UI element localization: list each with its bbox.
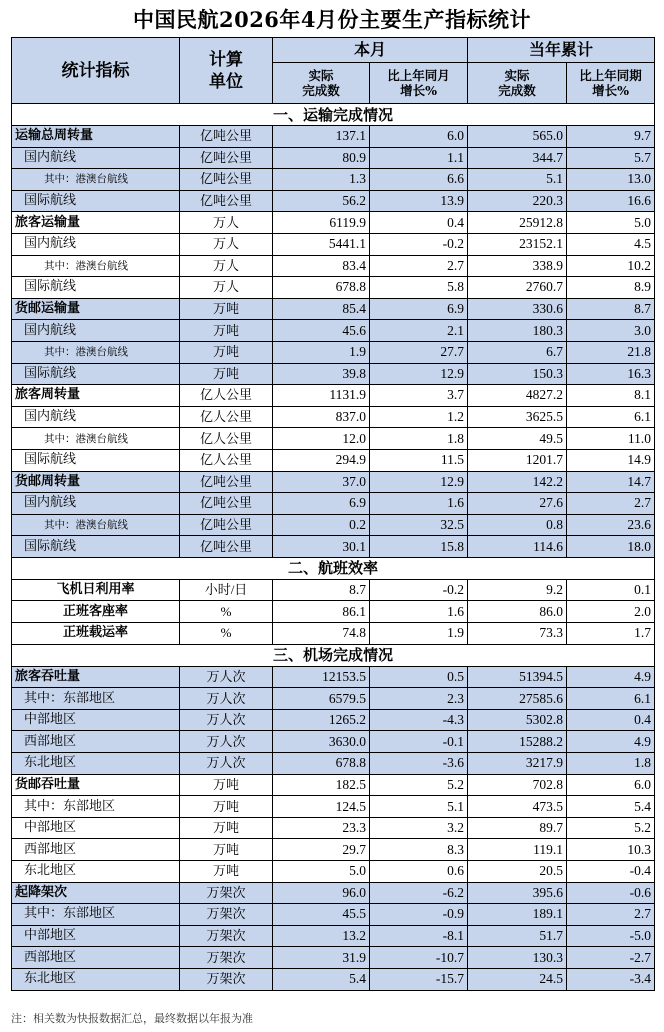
row-unit: 亿吨公里 bbox=[180, 471, 273, 493]
table-row bbox=[12, 212, 655, 234]
header-unit-line1: 计算 bbox=[209, 49, 243, 70]
row-month-growth: 0.4 bbox=[370, 212, 468, 234]
row-month-growth: 1.1 bbox=[370, 147, 468, 169]
row-month-growth: 12.9 bbox=[370, 363, 468, 385]
row-unit: 万人次 bbox=[180, 666, 273, 688]
row-month-growth: -0.9 bbox=[370, 904, 468, 926]
row-ytd-actual: 150.3 bbox=[468, 363, 567, 385]
row-month-growth: 0.5 bbox=[370, 666, 468, 688]
row-month-growth: -10.7 bbox=[370, 947, 468, 969]
header-unit-line2: 单位 bbox=[209, 71, 243, 92]
page-title: 中国民航2026年4月份主要生产指标统计 bbox=[132, 7, 532, 32]
row-month-growth: -8.1 bbox=[370, 925, 468, 947]
row-unit: 亿人公里 bbox=[180, 449, 273, 471]
row-indicator: 正班载运率 bbox=[12, 623, 180, 645]
row-ytd-growth: 6.1 bbox=[567, 406, 655, 428]
row-month-actual: 124.5 bbox=[273, 796, 370, 818]
row-ytd-actual: 0.8 bbox=[468, 514, 567, 536]
table-row bbox=[12, 493, 655, 515]
table-row bbox=[12, 363, 655, 385]
row-month-actual: 6.9 bbox=[273, 493, 370, 515]
row-ytd-growth: -0.4 bbox=[567, 861, 655, 883]
row-ytd-actual: 189.1 bbox=[468, 904, 567, 926]
row-unit: 亿吨公里 bbox=[180, 190, 273, 212]
row-month-growth: -0.2 bbox=[370, 233, 468, 255]
row-ytd-growth: 16.3 bbox=[567, 363, 655, 385]
row-ytd-actual: 130.3 bbox=[468, 947, 567, 969]
row-month-actual: 6579.5 bbox=[273, 688, 370, 710]
row-month-growth: 8.3 bbox=[370, 839, 468, 861]
row-indicator: 西部地区 bbox=[12, 947, 180, 969]
row-indicator: 旅客吞吐量 bbox=[12, 666, 180, 688]
row-month-growth: 15.8 bbox=[370, 536, 468, 558]
row-unit: 亿吨公里 bbox=[180, 536, 273, 558]
row-month-actual: 31.9 bbox=[273, 947, 370, 969]
row-ytd-growth: 2.7 bbox=[567, 493, 655, 515]
row-month-growth: 5.8 bbox=[370, 277, 468, 299]
table-row bbox=[12, 601, 655, 623]
row-indicator: 中部地区 bbox=[12, 925, 180, 947]
row-ytd-growth: -5.0 bbox=[567, 925, 655, 947]
table-row bbox=[12, 817, 655, 839]
row-month-actual: 678.8 bbox=[273, 277, 370, 299]
row-month-growth: 12.9 bbox=[370, 471, 468, 493]
row-indicator: 其中：东部地区 bbox=[12, 796, 180, 818]
row-ytd-actual: 86.0 bbox=[468, 601, 567, 623]
section-title: 二、航班效率 bbox=[12, 557, 655, 579]
row-ytd-growth: 9.7 bbox=[567, 126, 655, 148]
row-month-actual: 8.7 bbox=[273, 579, 370, 601]
row-ytd-growth: 1.7 bbox=[567, 623, 655, 645]
row-month-growth: 2.3 bbox=[370, 688, 468, 710]
table-row bbox=[12, 298, 655, 320]
row-indicator: 货邮吞吐量 bbox=[12, 774, 180, 796]
row-month-actual: 678.8 bbox=[273, 753, 370, 775]
row-ytd-actual: 1201.7 bbox=[468, 449, 567, 471]
row-indicator: 国内航线 bbox=[12, 406, 180, 428]
row-month-growth: 6.6 bbox=[370, 169, 468, 191]
row-month-growth: 0.6 bbox=[370, 861, 468, 883]
row-indicator: 中部地区 bbox=[12, 817, 180, 839]
stats-table bbox=[11, 37, 655, 991]
row-ytd-actual: 119.1 bbox=[468, 839, 567, 861]
row-ytd-actual: 220.3 bbox=[468, 190, 567, 212]
row-month-growth: 6.9 bbox=[370, 298, 468, 320]
row-ytd-growth: 1.8 bbox=[567, 753, 655, 775]
table-row bbox=[12, 774, 655, 796]
row-month-growth: -3.6 bbox=[370, 753, 468, 775]
row-ytd-growth: 5.7 bbox=[567, 147, 655, 169]
row-unit: 万吨 bbox=[180, 817, 273, 839]
row-unit: 亿人公里 bbox=[180, 385, 273, 407]
section-header-row bbox=[12, 557, 655, 579]
row-month-actual: 85.4 bbox=[273, 298, 370, 320]
table-row bbox=[12, 731, 655, 753]
row-month-growth: 32.5 bbox=[370, 514, 468, 536]
row-ytd-actual: 3625.5 bbox=[468, 406, 567, 428]
row-ytd-growth: 8.1 bbox=[567, 385, 655, 407]
row-indicator: 旅客运输量 bbox=[12, 212, 180, 234]
row-unit: 万人 bbox=[180, 212, 273, 234]
row-month-actual: 86.1 bbox=[273, 601, 370, 623]
row-unit: 万架次 bbox=[180, 882, 273, 904]
footnote: 注：相关数为快报数据汇总，最终数据以年报为准 bbox=[11, 1012, 253, 1025]
row-indicator: 国内航线 bbox=[12, 320, 180, 342]
row-indicator: 国际航线 bbox=[12, 449, 180, 471]
row-unit: 万架次 bbox=[180, 925, 273, 947]
row-month-growth: 2.7 bbox=[370, 255, 468, 277]
row-month-growth: 5.2 bbox=[370, 774, 468, 796]
row-unit: 万架次 bbox=[180, 947, 273, 969]
table-row bbox=[12, 169, 655, 191]
row-month-actual: 13.2 bbox=[273, 925, 370, 947]
row-ytd-growth: 6.1 bbox=[567, 688, 655, 710]
row-ytd-growth: 10.2 bbox=[567, 255, 655, 277]
row-ytd-actual: 180.3 bbox=[468, 320, 567, 342]
row-ytd-growth: 13.0 bbox=[567, 169, 655, 191]
row-ytd-actual: 51394.5 bbox=[468, 666, 567, 688]
table-row bbox=[12, 277, 655, 299]
table-row bbox=[12, 688, 655, 710]
row-ytd-actual: 565.0 bbox=[468, 126, 567, 148]
row-unit: 万吨 bbox=[180, 320, 273, 342]
row-indicator: 其中：港澳台航线 bbox=[12, 428, 180, 450]
row-unit: 亿吨公里 bbox=[180, 514, 273, 536]
row-ytd-actual: 25912.8 bbox=[468, 212, 567, 234]
row-ytd-actual: 9.2 bbox=[468, 579, 567, 601]
table-row bbox=[12, 925, 655, 947]
row-month-growth: 27.7 bbox=[370, 341, 468, 363]
table-row bbox=[12, 753, 655, 775]
table-row bbox=[12, 536, 655, 558]
row-month-actual: 0.2 bbox=[273, 514, 370, 536]
row-unit: 亿人公里 bbox=[180, 406, 273, 428]
row-unit: 万人 bbox=[180, 255, 273, 277]
row-ytd-actual: 73.3 bbox=[468, 623, 567, 645]
header-indicator: 统计指标 bbox=[12, 38, 180, 104]
header-month-actual-line1: 实际 bbox=[308, 68, 334, 83]
row-indicator: 其中：东部地区 bbox=[12, 904, 180, 926]
row-ytd-growth: -0.6 bbox=[567, 882, 655, 904]
row-ytd-actual: 142.2 bbox=[468, 471, 567, 493]
row-ytd-growth: 2.0 bbox=[567, 601, 655, 623]
table-row bbox=[12, 406, 655, 428]
row-ytd-actual: 20.5 bbox=[468, 861, 567, 883]
row-ytd-growth: 4.9 bbox=[567, 666, 655, 688]
header-month-growth bbox=[370, 63, 468, 104]
table-row bbox=[12, 947, 655, 969]
row-month-growth: 6.0 bbox=[370, 126, 468, 148]
table-row bbox=[12, 233, 655, 255]
row-unit: 亿吨公里 bbox=[180, 147, 273, 169]
header-ytd-growth-line1: 比上年同期 bbox=[579, 68, 642, 83]
row-month-actual: 1131.9 bbox=[273, 385, 370, 407]
row-month-actual: 182.5 bbox=[273, 774, 370, 796]
row-month-growth: -6.2 bbox=[370, 882, 468, 904]
row-month-actual: 5.0 bbox=[273, 861, 370, 883]
row-month-growth: 11.5 bbox=[370, 449, 468, 471]
header-ytd-actual-line2: 完成数 bbox=[498, 83, 536, 98]
row-unit: 万吨 bbox=[180, 839, 273, 861]
row-ytd-actual: 6.7 bbox=[468, 341, 567, 363]
row-unit: 亿吨公里 bbox=[180, 126, 273, 148]
section-title: 一、运输完成情况 bbox=[12, 104, 655, 126]
row-ytd-growth: 6.0 bbox=[567, 774, 655, 796]
row-month-actual: 23.3 bbox=[273, 817, 370, 839]
header-month-growth-line1: 比上年同月 bbox=[387, 68, 450, 83]
row-month-actual: 56.2 bbox=[273, 190, 370, 212]
row-month-actual: 96.0 bbox=[273, 882, 370, 904]
row-ytd-growth: -2.7 bbox=[567, 947, 655, 969]
row-indicator: 西部地区 bbox=[12, 839, 180, 861]
row-ytd-actual: 27585.6 bbox=[468, 688, 567, 710]
row-ytd-growth: 2.7 bbox=[567, 904, 655, 926]
row-indicator: 国际航线 bbox=[12, 277, 180, 299]
row-unit: 万吨 bbox=[180, 861, 273, 883]
row-month-growth: 3.7 bbox=[370, 385, 468, 407]
table-row bbox=[12, 666, 655, 688]
row-indicator: 运输总周转量 bbox=[12, 126, 180, 148]
row-ytd-actual: 2760.7 bbox=[468, 277, 567, 299]
row-indicator: 其中：东部地区 bbox=[12, 688, 180, 710]
row-ytd-actual: 338.9 bbox=[468, 255, 567, 277]
row-unit: 万人次 bbox=[180, 731, 273, 753]
table-row bbox=[12, 968, 655, 990]
row-indicator: 国际航线 bbox=[12, 536, 180, 558]
row-ytd-growth: 5.0 bbox=[567, 212, 655, 234]
row-month-growth: 1.2 bbox=[370, 406, 468, 428]
row-indicator: 国际航线 bbox=[12, 190, 180, 212]
row-month-actual: 3630.0 bbox=[273, 731, 370, 753]
row-month-actual: 12.0 bbox=[273, 428, 370, 450]
row-ytd-actual: 5.1 bbox=[468, 169, 567, 191]
row-indicator: 东北地区 bbox=[12, 968, 180, 990]
row-month-actual: 1.3 bbox=[273, 169, 370, 191]
row-ytd-actual: 344.7 bbox=[468, 147, 567, 169]
row-indicator: 国内航线 bbox=[12, 147, 180, 169]
row-month-growth: -4.3 bbox=[370, 709, 468, 731]
section-title: 三、机场完成情况 bbox=[12, 644, 655, 666]
row-month-actual: 1.9 bbox=[273, 341, 370, 363]
row-ytd-actual: 49.5 bbox=[468, 428, 567, 450]
table-row bbox=[12, 449, 655, 471]
row-unit: 万吨 bbox=[180, 796, 273, 818]
row-month-actual: 29.7 bbox=[273, 839, 370, 861]
row-unit: % bbox=[180, 623, 273, 645]
row-unit: 万人次 bbox=[180, 753, 273, 775]
row-unit: 小时/日 bbox=[180, 579, 273, 601]
row-month-actual: 6119.9 bbox=[273, 212, 370, 234]
row-ytd-growth: 8.7 bbox=[567, 298, 655, 320]
table-row bbox=[12, 147, 655, 169]
row-month-growth: 1.6 bbox=[370, 601, 468, 623]
table-body bbox=[12, 104, 655, 991]
row-month-growth: 1.8 bbox=[370, 428, 468, 450]
row-ytd-growth: -3.4 bbox=[567, 968, 655, 990]
table-row bbox=[12, 320, 655, 342]
table-row bbox=[12, 861, 655, 883]
row-month-growth: 1.9 bbox=[370, 623, 468, 645]
header-month: 本月 bbox=[273, 38, 468, 63]
table-row bbox=[12, 796, 655, 818]
row-ytd-actual: 114.6 bbox=[468, 536, 567, 558]
row-ytd-actual: 473.5 bbox=[468, 796, 567, 818]
table-row bbox=[12, 428, 655, 450]
row-ytd-growth: 16.6 bbox=[567, 190, 655, 212]
row-month-actual: 837.0 bbox=[273, 406, 370, 428]
row-unit: % bbox=[180, 601, 273, 623]
row-indicator: 中部地区 bbox=[12, 709, 180, 731]
row-unit: 亿吨公里 bbox=[180, 169, 273, 191]
row-ytd-actual: 330.6 bbox=[468, 298, 567, 320]
row-unit: 万吨 bbox=[180, 341, 273, 363]
row-ytd-actual: 395.6 bbox=[468, 882, 567, 904]
row-month-actual: 294.9 bbox=[273, 449, 370, 471]
row-unit: 万人 bbox=[180, 233, 273, 255]
header-ytd: 当年累计 bbox=[468, 38, 655, 63]
row-unit: 万吨 bbox=[180, 298, 273, 320]
table-row bbox=[12, 623, 655, 645]
row-indicator: 国内航线 bbox=[12, 493, 180, 515]
row-unit: 亿人公里 bbox=[180, 428, 273, 450]
row-ytd-growth: 18.0 bbox=[567, 536, 655, 558]
row-month-actual: 45.6 bbox=[273, 320, 370, 342]
row-unit: 万架次 bbox=[180, 904, 273, 926]
row-indicator: 东北地区 bbox=[12, 753, 180, 775]
row-month-growth: -0.2 bbox=[370, 579, 468, 601]
table-row bbox=[12, 255, 655, 277]
row-ytd-growth: 11.0 bbox=[567, 428, 655, 450]
row-ytd-growth: 14.7 bbox=[567, 471, 655, 493]
row-month-actual: 39.8 bbox=[273, 363, 370, 385]
row-month-growth: -15.7 bbox=[370, 968, 468, 990]
header-ytd-growth-line2: 增长% bbox=[592, 83, 629, 98]
row-month-growth: 1.6 bbox=[370, 493, 468, 515]
header-month-actual bbox=[273, 63, 370, 104]
table-row bbox=[12, 341, 655, 363]
row-ytd-actual: 4827.2 bbox=[468, 385, 567, 407]
row-ytd-actual: 89.7 bbox=[468, 817, 567, 839]
header-ytd-growth bbox=[567, 63, 655, 104]
row-month-actual: 74.8 bbox=[273, 623, 370, 645]
row-month-growth: 2.1 bbox=[370, 320, 468, 342]
table-row bbox=[12, 904, 655, 926]
header-unit bbox=[180, 38, 273, 104]
row-indicator: 国际航线 bbox=[12, 363, 180, 385]
row-ytd-growth: 14.9 bbox=[567, 449, 655, 471]
row-unit: 万架次 bbox=[180, 968, 273, 990]
row-month-actual: 5441.1 bbox=[273, 233, 370, 255]
table-row bbox=[12, 126, 655, 148]
table-row bbox=[12, 709, 655, 731]
header-ytd-actual-line1: 实际 bbox=[504, 68, 530, 83]
row-ytd-growth: 8.9 bbox=[567, 277, 655, 299]
row-ytd-actual: 15288.2 bbox=[468, 731, 567, 753]
row-ytd-actual: 23152.1 bbox=[468, 233, 567, 255]
row-unit: 万吨 bbox=[180, 363, 273, 385]
row-month-growth: 3.2 bbox=[370, 817, 468, 839]
table-row bbox=[12, 471, 655, 493]
row-month-actual: 80.9 bbox=[273, 147, 370, 169]
row-month-actual: 83.4 bbox=[273, 255, 370, 277]
row-ytd-growth: 10.3 bbox=[567, 839, 655, 861]
header-month-actual-line2: 完成数 bbox=[302, 83, 340, 98]
row-month-actual: 1265.2 bbox=[273, 709, 370, 731]
table-row bbox=[12, 385, 655, 407]
row-indicator: 东北地区 bbox=[12, 861, 180, 883]
row-ytd-growth: 4.5 bbox=[567, 233, 655, 255]
row-indicator: 货邮周转量 bbox=[12, 471, 180, 493]
row-indicator: 西部地区 bbox=[12, 731, 180, 753]
row-indicator: 国内航线 bbox=[12, 233, 180, 255]
row-ytd-actual: 3217.9 bbox=[468, 753, 567, 775]
row-unit: 万人次 bbox=[180, 709, 273, 731]
table-row bbox=[12, 882, 655, 904]
row-indicator: 其中：港澳台航线 bbox=[12, 514, 180, 536]
row-month-actual: 37.0 bbox=[273, 471, 370, 493]
table-row bbox=[12, 514, 655, 536]
section-header-row bbox=[12, 644, 655, 666]
row-month-growth: 5.1 bbox=[370, 796, 468, 818]
row-month-actual: 5.4 bbox=[273, 968, 370, 990]
row-month-actual: 137.1 bbox=[273, 126, 370, 148]
row-month-actual: 45.5 bbox=[273, 904, 370, 926]
row-ytd-actual: 702.8 bbox=[468, 774, 567, 796]
table-row bbox=[12, 579, 655, 601]
row-indicator: 其中：港澳台航线 bbox=[12, 255, 180, 277]
row-unit: 万人次 bbox=[180, 688, 273, 710]
row-indicator: 飞机日利用率 bbox=[12, 579, 180, 601]
row-ytd-growth: 21.8 bbox=[567, 341, 655, 363]
row-month-growth: -0.1 bbox=[370, 731, 468, 753]
row-month-actual: 12153.5 bbox=[273, 666, 370, 688]
row-ytd-actual: 5302.8 bbox=[468, 709, 567, 731]
table-row bbox=[12, 190, 655, 212]
row-ytd-growth: 4.9 bbox=[567, 731, 655, 753]
row-ytd-growth: 5.2 bbox=[567, 817, 655, 839]
row-ytd-growth: 0.4 bbox=[567, 709, 655, 731]
row-indicator: 旅客周转量 bbox=[12, 385, 180, 407]
table-row bbox=[12, 839, 655, 861]
row-ytd-growth: 5.4 bbox=[567, 796, 655, 818]
section-header-row bbox=[12, 104, 655, 126]
row-ytd-growth: 3.0 bbox=[567, 320, 655, 342]
row-indicator: 起降架次 bbox=[12, 882, 180, 904]
row-ytd-actual: 51.7 bbox=[468, 925, 567, 947]
header-month-growth-line2: 增长% bbox=[400, 83, 437, 98]
row-indicator: 其中：港澳台航线 bbox=[12, 169, 180, 191]
header-ytd-actual bbox=[468, 63, 567, 104]
row-ytd-actual: 24.5 bbox=[468, 968, 567, 990]
row-month-growth: 13.9 bbox=[370, 190, 468, 212]
row-indicator: 正班客座率 bbox=[12, 601, 180, 623]
row-ytd-growth: 23.6 bbox=[567, 514, 655, 536]
row-ytd-actual: 27.6 bbox=[468, 493, 567, 515]
row-indicator: 其中：港澳台航线 bbox=[12, 341, 180, 363]
row-ytd-growth: 0.1 bbox=[567, 579, 655, 601]
row-unit: 亿吨公里 bbox=[180, 493, 273, 515]
row-indicator: 货邮运输量 bbox=[12, 298, 180, 320]
row-unit: 万人 bbox=[180, 277, 273, 299]
row-unit: 万吨 bbox=[180, 774, 273, 796]
row-month-actual: 30.1 bbox=[273, 536, 370, 558]
